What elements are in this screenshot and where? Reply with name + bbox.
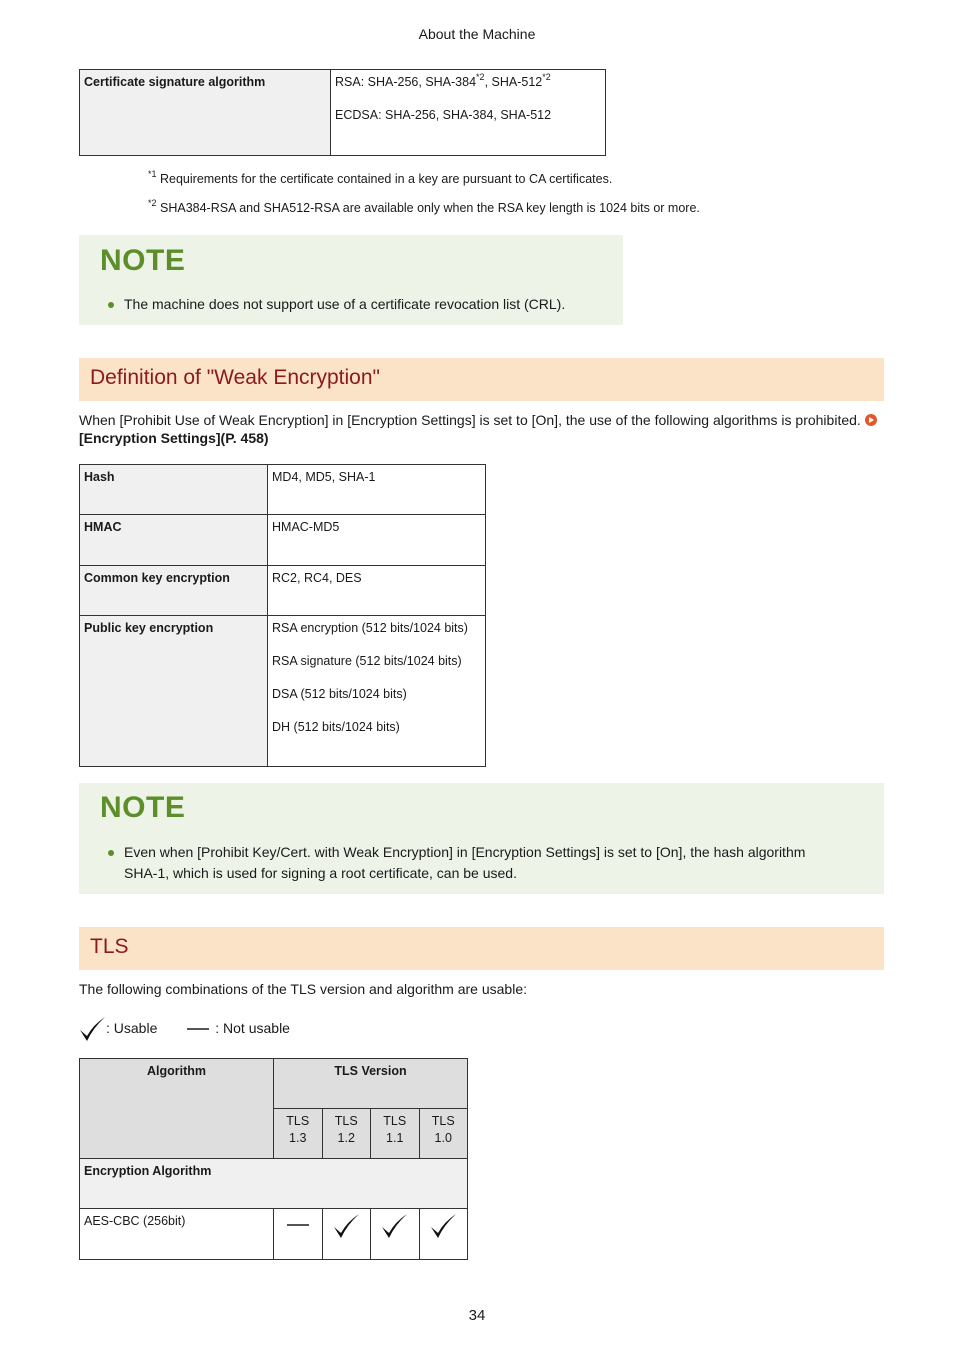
footnote-2: [148, 198, 700, 215]
algorithm-name: AES-CBC (256bit): [80, 1209, 274, 1260]
arrow-circle-icon: [865, 414, 877, 426]
ecdsa-line: ECDSA: SHA-256, SHA-384, SHA-512: [335, 107, 552, 122]
note-list: [105, 294, 565, 315]
note-item: Even when [Prohibit Key/Cert. with Weak Encryption] in [Encryption Settings] is set to [On], the hash algorithm SHA-1, which is used for signing a root certificate, can be used.: [105, 842, 825, 884]
footnote-mark: *1: [148, 169, 157, 179]
running-header: About the Machine: [418, 26, 536, 42]
footnote-mark: *2: [148, 198, 157, 208]
support-cell: [322, 1209, 371, 1260]
weak-encryption-intro: [79, 411, 879, 447]
support-cell: [371, 1209, 420, 1260]
rsa-line: [335, 74, 601, 91]
row-value: HMAC-MD5: [268, 515, 486, 566]
page-number: 34: [468, 1307, 486, 1324]
rsa-text: RSA: SHA-256, SHA-384: [335, 75, 477, 89]
check-icon: [381, 1213, 408, 1239]
dash-icon: [287, 1224, 309, 1226]
section-title: Definition of "Weak Encryption": [90, 366, 380, 389]
tls-version-cell: TLS 1.0: [419, 1109, 468, 1159]
tls-version-cell: TLS 1.2: [322, 1109, 371, 1159]
section-heading-tls: [79, 927, 884, 970]
footnote-ref: *2: [476, 72, 485, 82]
row-key: Public key encryption: [80, 616, 268, 767]
table-header-row: [80, 1059, 468, 1109]
table-row: [80, 465, 486, 515]
value-line: RSA signature (512 bits/1024 bits): [272, 653, 462, 668]
footnote-1: [148, 169, 613, 186]
tls-version-cell: TLS 1.1: [371, 1109, 420, 1159]
check-icon: [430, 1213, 457, 1239]
section-title: TLS: [90, 935, 129, 958]
check-icon: [333, 1213, 360, 1239]
table-row: [80, 515, 486, 566]
certificate-table: [79, 69, 606, 156]
support-cell: [419, 1209, 468, 1260]
weak-encryption-table: [79, 464, 486, 767]
check-icon: [79, 1016, 106, 1042]
row-value: MD4, MD5, SHA-1: [268, 465, 486, 515]
note-item: The machine does not support use of a certificate revocation list (CRL).: [105, 294, 565, 315]
table-row: [80, 616, 486, 767]
tls-table: [79, 1058, 468, 1260]
certificate-table-key: Certificate signature algorithm: [80, 70, 331, 156]
table-row: [80, 1209, 468, 1260]
row-key: Hash: [80, 465, 268, 515]
tls-version-cell: TLS 1.3: [274, 1109, 323, 1159]
algorithm-header: Algorithm: [80, 1059, 274, 1159]
note-title: NOTE: [100, 244, 186, 277]
section-heading-weak-encryption: [79, 358, 884, 401]
rsa-text-sha512: , SHA-512: [484, 75, 543, 89]
note-box: [79, 235, 623, 325]
row-value: RC2, RC4, DES: [268, 566, 486, 616]
legend-usable-label: : Usable: [106, 1020, 158, 1036]
value-line: RSA encryption (512 bits/1024 bits): [272, 621, 468, 635]
intro-text: When [Prohibit Use of Weak Encryption] in [Encryption Settings] is set to [On], the use of the following algorithms is prohibited.: [79, 412, 861, 428]
tls-legend: [79, 1015, 290, 1042]
value-line: DSA (512 bits/1024 bits): [272, 686, 407, 701]
footnote-ref: *2: [542, 72, 551, 82]
tls-intro: The following combinations of the TLS version and algorithm are usable:: [79, 981, 527, 997]
certificate-table-values: [331, 70, 606, 156]
legend-not-usable-label: : Not usable: [215, 1020, 290, 1036]
support-cell: [274, 1209, 323, 1260]
note-box: [79, 783, 884, 894]
tls-version-header: TLS Version: [274, 1059, 468, 1109]
table-row: [80, 1159, 468, 1209]
table-row: [80, 566, 486, 616]
note-title: NOTE: [100, 791, 186, 824]
value-line: DH (512 bits/1024 bits): [272, 719, 400, 734]
row-value: [268, 616, 486, 767]
row-key: HMAC: [80, 515, 268, 566]
footnote-text: SHA384-RSA and SHA512-RSA are available only when the RSA key length is 1024 bits or more.: [160, 201, 700, 215]
link-text: [Encryption Settings](P. 458): [79, 430, 269, 447]
footnote-text: Requirements for the certificate contained in a key are pursuant to CA certificates.: [160, 172, 613, 186]
dash-icon: [187, 1028, 209, 1030]
category-cell: Encryption Algorithm: [80, 1159, 468, 1209]
note-list: [105, 842, 825, 884]
row-key: Common key encryption: [80, 566, 268, 616]
